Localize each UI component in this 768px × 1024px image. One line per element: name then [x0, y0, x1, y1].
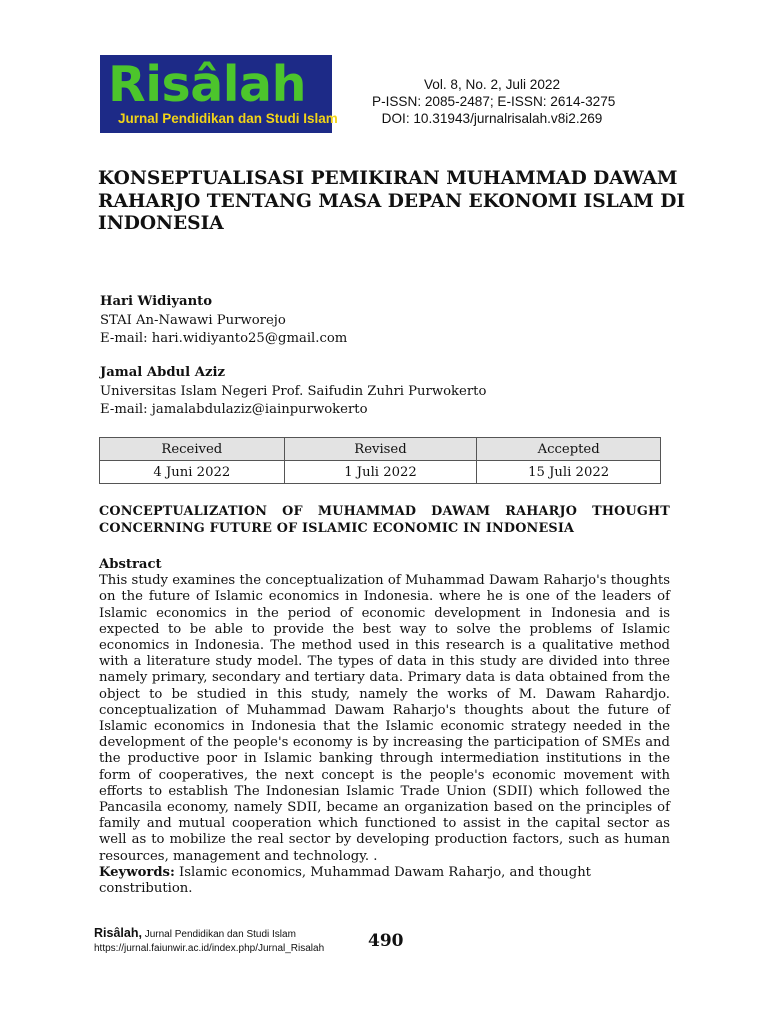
- author-name: Hari Widiyanto: [100, 294, 213, 309]
- abstract-section: [99, 557, 670, 897]
- footer-journal: Jurnal Pendidikan dan Studi Islam: [144, 929, 296, 940]
- received-date: 4 Juni 2022: [100, 461, 285, 484]
- logo-name: Risâlah: [108, 56, 307, 113]
- page-number: 490: [368, 931, 404, 951]
- author-block-2: [100, 364, 660, 420]
- abstract-text: This study examines the conceptualization of Muhammad Dawam Raharjo's thoughts on the future of Islamic economics in Indonesia. where he is one of the leaders of Islamic economics in the period of economic development in Indonesia and is expected to be able to provide the best way to solve the problems of Islamic economics in Indonesia. The method used in this research is a qualitative method with a literature study model. The types of data in this study are divided into three namely primary, secondary and tertiary data. Primary data is data obtained from the object to be studied in this study, namely the works of M. Dawam Rahardjo. conceptualization of Muhammad Dawam Raharjo's thoughts about the future of Islamic economics in Indonesia that the Islamic economic strategy needed in the development of the people's economy is by increasing the participation of SMEs and the productive poor in Islamic banking through intermediation institutions in the form of cooperatives, the next concept is the people's economic movement with efforts to establish The Indonesian Islamic Trade Union (SDII) which followed the Pancasila economy, namely SDII, became an organization based on the principles of family and mutual cooperation which functioned to assist in the capital sector as well as to mobilize the real sector by developing production factors, such as human resources, management and technology. .: [99, 573, 670, 864]
- journal-volume: Vol. 8, No. 2, Juli 2022: [423, 77, 561, 92]
- logo-subtitle: Jurnal Pendidikan dan Studi Islam: [118, 111, 338, 126]
- author-name: Jamal Abdul Aziz: [100, 365, 225, 380]
- journal-doi: DOI: 10.31943/jurnalrisalah.v8i2.269: [381, 111, 603, 126]
- keywords-line: [99, 865, 670, 897]
- author-affiliation: STAI An-Nawawi Purworejo: [100, 312, 286, 328]
- revised-date: 1 Juli 2022: [284, 461, 477, 484]
- footer-url: https://jurnal.faiunwir.ac.id/index.php/Jurnal_Risalah: [94, 943, 325, 954]
- journal-info: [372, 76, 616, 127]
- header-received: Received: [100, 438, 285, 461]
- author-affiliation: Universitas Islam Negeri Prof. Saifudin Zuhri Purwokerto: [100, 383, 487, 399]
- english-title: CONCEPTUALIZATION OF MUHAMMAD DAWAM RAHARJO THOUGHT CONCERNING FUTURE OF ISLAMIC ECONOMIC IN INDONESIA: [99, 504, 670, 536]
- keywords-label: Keywords:: [99, 864, 175, 880]
- abstract-heading: Abstract: [99, 557, 162, 572]
- submission-dates-table: [99, 437, 661, 484]
- table-row: [100, 461, 661, 484]
- journal-logo: [100, 55, 338, 133]
- author-email: E-mail: hari.widiyanto25@gmail.com: [100, 331, 348, 346]
- author-email: E-mail: jamalabdulaziz@iainpurwokerto: [100, 402, 368, 417]
- article-title: KONSEPTUALISASI PEMIKIRAN MUHAMMAD DAWAM RAHARJO TENTANG MASA DEPAN EKONOMI ISLAM DI INDONESIA: [98, 168, 686, 234]
- table-header-row: [100, 438, 661, 461]
- header-revised: Revised: [284, 438, 477, 461]
- footer-brand: Risâlah,: [94, 926, 142, 940]
- keywords-text: Islamic economics, Muhammad Dawam Raharjo, and thought constribution.: [99, 864, 591, 897]
- author-block-1: [100, 293, 660, 349]
- journal-issn: P-ISSN: 2085-2487; E-ISSN: 2614-3275: [372, 94, 616, 109]
- header-accepted: Accepted: [477, 438, 661, 461]
- page-footer: [94, 926, 364, 956]
- accepted-date: 15 Juli 2022: [477, 461, 661, 484]
